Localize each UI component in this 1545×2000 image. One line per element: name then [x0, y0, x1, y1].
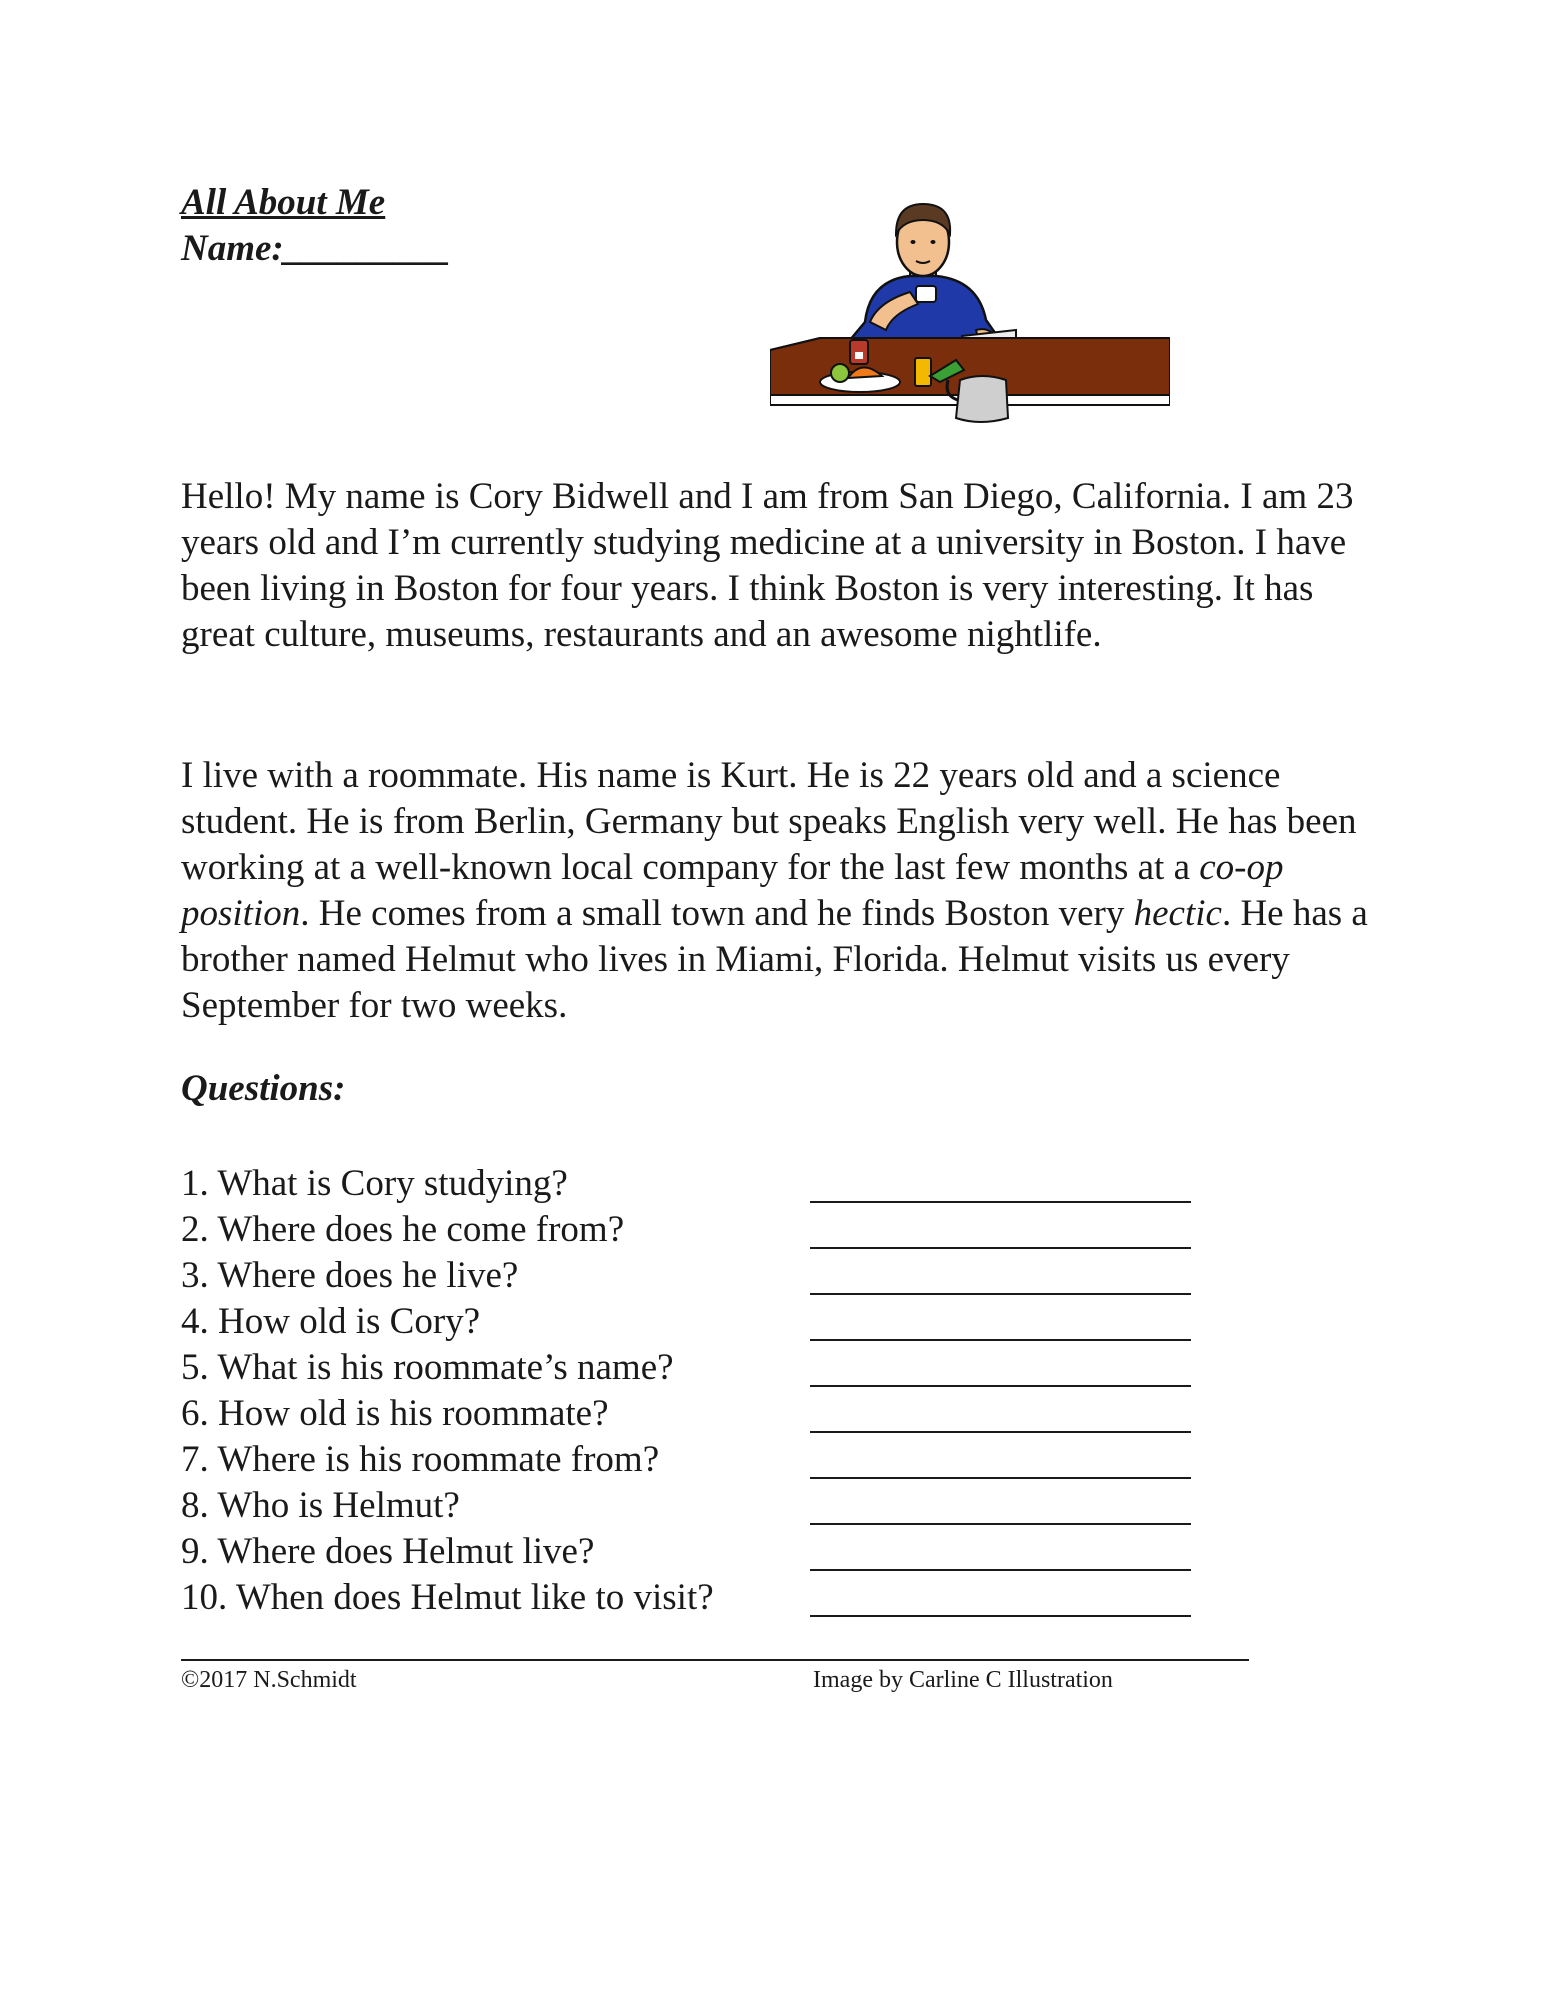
image-credit: Image by Carline C Illustration — [813, 1667, 1113, 1693]
answer-blank[interactable] — [810, 1339, 1191, 1341]
question-item-1 — [181, 1161, 1201, 1207]
paragraph-2-text-c: . He has a brother named Helmut who lives in Miami, Florida. Helmut visits us every September for two weeks. — [181, 893, 1368, 1026]
question-item-3 — [181, 1253, 1201, 1299]
term-hectic: hectic — [1133, 893, 1222, 934]
answer-blank[interactable] — [810, 1201, 1191, 1203]
question-item-9 — [181, 1529, 1201, 1575]
copyright-notice: ©2017 N.Schmidt — [181, 1667, 357, 1693]
question-text: 10. When does Helmut like to visit? — [181, 1577, 714, 1618]
question-item-8 — [181, 1483, 1201, 1529]
question-text: 7. Where is his roommate from? — [181, 1439, 660, 1480]
question-text: 9. Where does Helmut live? — [181, 1531, 595, 1572]
answer-blank[interactable] — [810, 1293, 1191, 1295]
question-text: 6. How old is his roommate? — [181, 1393, 609, 1434]
name-field-label: Name:_________ — [181, 228, 451, 269]
answer-blank[interactable] — [810, 1385, 1191, 1387]
term-co-op-position: co-op position — [181, 847, 1284, 934]
questions-heading: Questions: — [181, 1068, 346, 1109]
answer-blank[interactable] — [810, 1477, 1191, 1479]
answer-blank[interactable] — [810, 1523, 1191, 1525]
question-item-2 — [181, 1207, 1201, 1253]
question-text: 3. Where does he live? — [181, 1255, 519, 1296]
question-text: 1. What is Cory studying? — [181, 1163, 568, 1204]
question-text: 5. What is his roommate’s name? — [181, 1347, 674, 1388]
question-item-4 — [181, 1299, 1201, 1345]
passage-paragraph-2 — [181, 753, 1371, 1029]
question-text: 2. Where does he come from? — [181, 1209, 625, 1250]
paragraph-2-text-a: I live with a roommate. His name is Kurt. He is 22 years old and a science student. He is from Berlin, Germany but speaks English very well. He has been working at a well-known local company for the last few months at a — [181, 755, 1357, 888]
answer-blank[interactable] — [810, 1247, 1191, 1249]
answer-blank[interactable] — [810, 1569, 1191, 1571]
question-item-10 — [181, 1575, 1201, 1621]
answer-blank[interactable] — [810, 1615, 1191, 1617]
breakfast-illustration — [770, 190, 1170, 446]
worksheet-title: All About Me — [181, 182, 386, 223]
paragraph-2-text-b: . He comes from a small town and he finds Boston very — [300, 893, 1134, 934]
question-item-7 — [181, 1437, 1201, 1483]
answer-blank[interactable] — [810, 1431, 1191, 1433]
passage-paragraph-1: Hello! My name is Cory Bidwell and I am from San Diego, California. I am 23 years old and I’m currently studying medicine at a university in Boston. I have been living in Boston for four years. I think Boston is very interesting. It has great culture, museums, restaurants and an awesome nightlife. — [181, 476, 1354, 655]
question-text: 4. How old is Cory? — [181, 1301, 481, 1342]
question-text: 8. Who is Helmut? — [181, 1485, 460, 1526]
question-item-6 — [181, 1391, 1201, 1437]
question-item-5 — [181, 1345, 1201, 1391]
questions-list — [181, 1161, 1201, 1621]
footer-divider — [181, 1659, 1249, 1661]
